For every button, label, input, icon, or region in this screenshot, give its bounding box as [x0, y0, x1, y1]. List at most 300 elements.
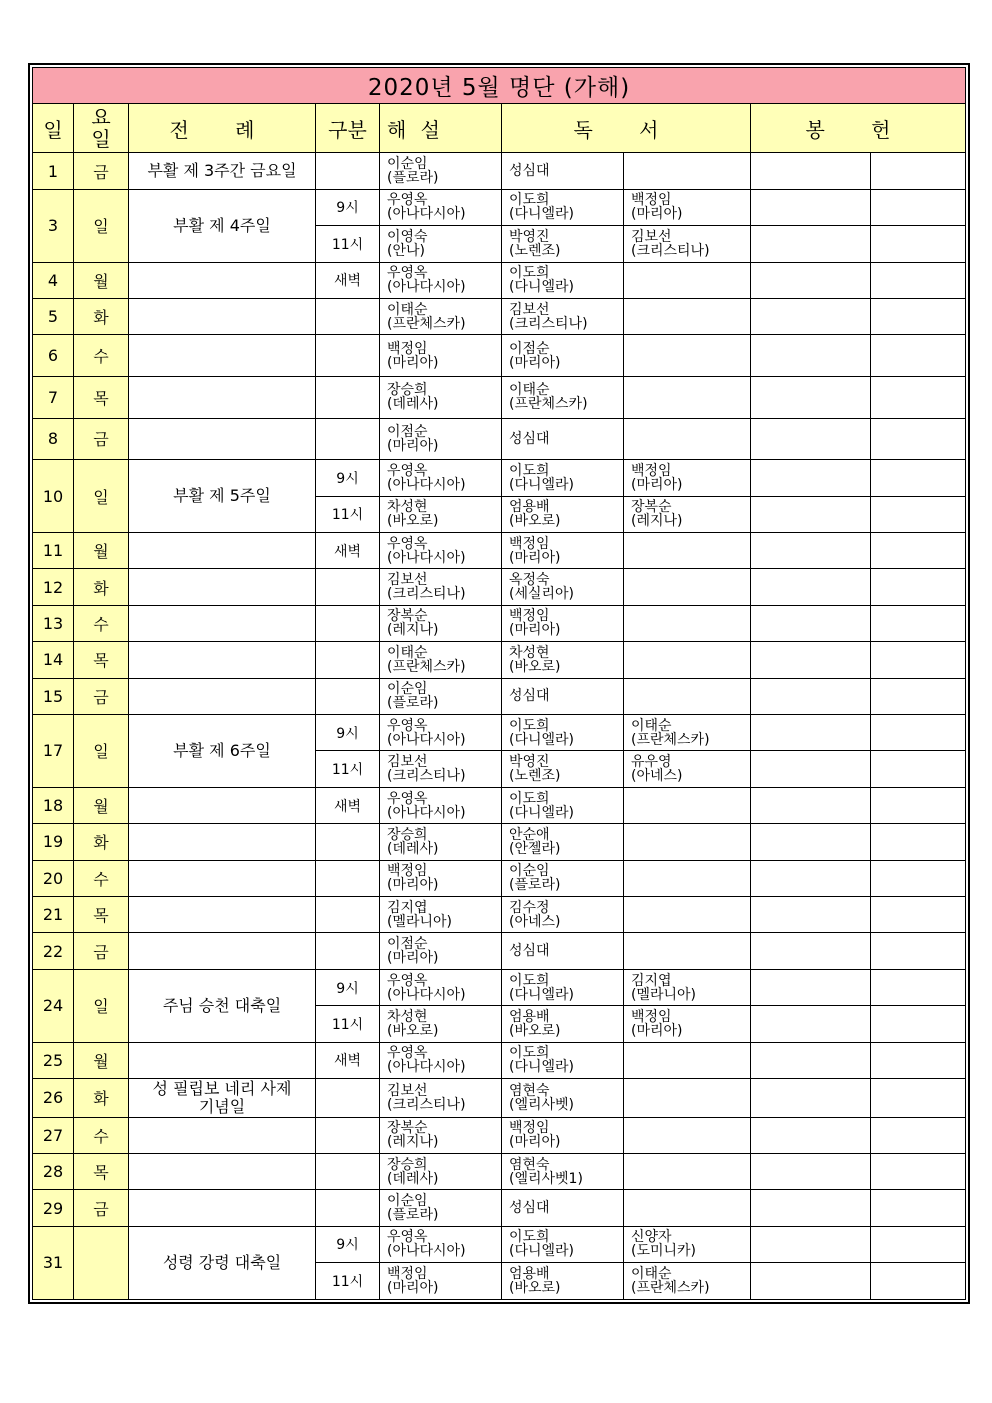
commentary-cell-line: 장복순	[387, 608, 428, 625]
offering2-cell	[871, 824, 966, 860]
day-cell: 31	[33, 1226, 74, 1299]
offering2-cell	[871, 897, 966, 933]
header-commentary: 해 설	[380, 104, 502, 153]
day-cell: 14	[33, 642, 74, 678]
schedule-row	[33, 897, 966, 933]
offering1-cell	[751, 1263, 871, 1300]
reader1-cell-line: 옥정숙	[509, 572, 550, 589]
reader1-cell	[502, 860, 624, 896]
reader1-cell-line: (다니엘라)	[509, 1059, 575, 1076]
reader1-cell-line: 성심대	[509, 163, 550, 179]
header-day: 일	[33, 104, 74, 153]
liturgy-cell	[129, 1117, 316, 1153]
offering1-cell	[751, 376, 871, 418]
reader1-cell-line: 엄용배	[509, 1266, 550, 1283]
commentary-cell-line: (데레사)	[387, 396, 439, 413]
reader2-cell	[624, 376, 751, 418]
liturgy-cell: 성 필립보 네리 사제 기념일	[129, 1079, 316, 1118]
schedule-row	[33, 1190, 966, 1226]
session-cell: 11시	[316, 1006, 380, 1042]
commentary-cell-line: 장승희	[387, 826, 428, 843]
offering2-cell	[871, 787, 966, 823]
session-cell: 새벽	[316, 787, 380, 823]
session-cell	[316, 1117, 380, 1153]
weekday-cell: 화	[74, 1079, 129, 1118]
reader1-cell	[502, 678, 624, 714]
weekday-cell: 일	[74, 189, 129, 262]
schedule-row	[33, 376, 966, 418]
reader1-cell-line: 김보선	[509, 301, 550, 318]
schedule-row	[33, 678, 966, 714]
commentary-cell-line: 이순임	[387, 156, 428, 172]
reader1-cell-line: 이도희	[509, 462, 550, 479]
liturgy-cell	[129, 262, 316, 298]
offering1-cell	[751, 262, 871, 298]
commentary-cell-line: 차성현	[387, 499, 428, 516]
reader2-cell	[624, 860, 751, 896]
liturgy-cell	[129, 298, 316, 334]
commentary-cell-line: (레지나)	[387, 622, 439, 639]
session-cell: 11시	[316, 1263, 380, 1300]
commentary-cell-line: 김보선	[387, 1082, 428, 1099]
liturgy-cell	[129, 1190, 316, 1226]
reader1-cell-line: (바오로)	[509, 513, 561, 530]
commentary-cell-line: (크리스티나)	[387, 586, 466, 603]
offering2-cell	[871, 605, 966, 641]
commentary-cell	[380, 1153, 502, 1189]
reader1-cell	[502, 897, 624, 933]
reader2-cell-line: 유우영	[631, 754, 672, 771]
day-cell: 19	[33, 824, 74, 860]
schedule-row	[33, 787, 966, 823]
offering2-cell	[871, 226, 966, 262]
offering1-cell	[751, 226, 871, 262]
liturgy-cell	[129, 569, 316, 605]
schedule-frame	[28, 63, 970, 1304]
reader1-cell	[502, 153, 624, 189]
day-cell: 22	[33, 933, 74, 969]
reader1-cell	[502, 189, 624, 225]
commentary-cell-line: (마리아)	[387, 950, 439, 967]
commentary-cell-line: 우영옥	[387, 972, 428, 989]
reader1-cell-line: (다니엘라)	[509, 986, 575, 1003]
weekday-cell: 금	[74, 418, 129, 460]
weekday-cell: 목	[74, 1153, 129, 1189]
session-cell	[316, 569, 380, 605]
reader2-cell	[624, 787, 751, 823]
reader2-cell-line: 신양자	[631, 1229, 672, 1246]
schedule-row	[33, 860, 966, 896]
session-cell	[316, 933, 380, 969]
reader1-cell	[502, 1042, 624, 1078]
commentary-cell-line: 이태순	[387, 644, 428, 661]
schedule-row	[33, 933, 966, 969]
reader1-cell	[502, 751, 624, 787]
reader2-cell	[624, 1226, 751, 1262]
header-row	[33, 104, 966, 153]
day-cell: 20	[33, 860, 74, 896]
commentary-cell-line: (마리아)	[387, 877, 439, 894]
weekday-cell: 월	[74, 787, 129, 823]
reader1-cell	[502, 418, 624, 460]
commentary-cell-line: (크리스티나)	[387, 1096, 466, 1113]
offering1-cell	[751, 1079, 871, 1118]
weekday-cell: 일	[74, 969, 129, 1042]
commentary-cell-line: (데레사)	[387, 1170, 439, 1187]
session-cell: 새벽	[316, 1042, 380, 1078]
commentary-cell-line: (바오로)	[387, 513, 439, 530]
commentary-cell-line: 장승희	[387, 382, 428, 399]
offering2-cell	[871, 642, 966, 678]
offering2-cell	[871, 1006, 966, 1042]
reader1-cell-line: (마리아)	[509, 549, 561, 566]
reader2-cell-line: (아네스)	[631, 768, 683, 785]
offering2-cell	[871, 496, 966, 532]
commentary-cell	[380, 1226, 502, 1262]
liturgy-cell	[129, 532, 316, 568]
session-cell: 9시	[316, 189, 380, 225]
liturgy-cell	[129, 824, 316, 860]
session-cell	[316, 376, 380, 418]
offering2-cell	[871, 1190, 966, 1226]
commentary-cell	[380, 678, 502, 714]
commentary-cell-line: (아나다시아)	[387, 549, 466, 566]
offering1-cell	[751, 1226, 871, 1262]
reader1-cell-line: (마리아)	[509, 1134, 561, 1151]
commentary-cell-line: 백정임	[387, 1266, 428, 1283]
commentary-cell-line: (플로라)	[387, 695, 439, 712]
commentary-cell-line: 우영옥	[387, 192, 428, 209]
reader1-cell-line: 백정임	[509, 1120, 550, 1137]
schedule-row	[33, 1042, 966, 1078]
weekday-cell: 화	[74, 569, 129, 605]
commentary-cell-line: (프란체스카)	[387, 658, 466, 675]
reader2-cell	[624, 933, 751, 969]
session-cell: 9시	[316, 460, 380, 496]
day-cell: 25	[33, 1042, 74, 1078]
offering1-cell	[751, 153, 871, 189]
liturgy-cell: 부활 제 4주일	[129, 189, 316, 262]
reader1-cell-line: (다니엘라)	[509, 731, 575, 748]
offering2-cell	[871, 298, 966, 334]
reader2-cell	[624, 969, 751, 1005]
offering2-cell	[871, 969, 966, 1005]
commentary-cell	[380, 1079, 502, 1118]
reader2-cell-line: (멜라니아)	[631, 986, 697, 1003]
offering1-cell	[751, 824, 871, 860]
schedule-row	[33, 153, 966, 189]
commentary-cell	[380, 642, 502, 678]
commentary-cell-line: (데레사)	[387, 840, 439, 857]
reader2-cell-line: (프란체스카)	[631, 1280, 710, 1297]
commentary-cell	[380, 335, 502, 377]
session-cell: 9시	[316, 969, 380, 1005]
commentary-cell-line: (플로라)	[387, 1207, 439, 1224]
reader1-cell-line: 이도희	[509, 265, 550, 282]
offering1-cell	[751, 678, 871, 714]
commentary-cell-line: 이영숙	[387, 228, 428, 245]
offering2-cell	[871, 189, 966, 225]
reader1-cell-line: 이태순	[509, 382, 550, 399]
reader2-cell	[624, 335, 751, 377]
reader1-cell-line: 이도희	[509, 1229, 550, 1246]
commentary-cell	[380, 1190, 502, 1226]
day-cell: 18	[33, 787, 74, 823]
reader2-cell-line: (도미니카)	[631, 1243, 697, 1260]
session-cell	[316, 1079, 380, 1118]
reader1-cell	[502, 715, 624, 751]
day-cell: 6	[33, 335, 74, 377]
commentary-cell-line: (마리아)	[387, 354, 439, 371]
offering1-cell	[751, 298, 871, 334]
commentary-cell	[380, 897, 502, 933]
reader1-cell	[502, 824, 624, 860]
reader2-cell	[624, 751, 751, 787]
commentary-cell-line: 우영옥	[387, 462, 428, 479]
weekday-cell: 화	[74, 824, 129, 860]
reader2-cell-line: (마리아)	[631, 476, 683, 493]
offering2-cell	[871, 335, 966, 377]
reader2-cell-line: (마리아)	[631, 1022, 683, 1039]
day-cell: 7	[33, 376, 74, 418]
commentary-cell	[380, 751, 502, 787]
schedule-row	[33, 569, 966, 605]
offering1-cell	[751, 532, 871, 568]
reader1-cell-line: (플로라)	[509, 877, 561, 894]
schedule-row	[33, 1226, 966, 1262]
commentary-cell-line: (마리아)	[387, 437, 439, 454]
weekday-cell: 목	[74, 376, 129, 418]
schedule-row	[33, 298, 966, 334]
page-title: 2020년 5월 명단 (가해)	[33, 68, 966, 104]
reader2-cell	[624, 460, 751, 496]
commentary-cell-line: 이순임	[387, 681, 428, 698]
reader1-cell-line: 성심대	[509, 943, 550, 960]
reader2-cell-line: 김보선	[631, 228, 672, 245]
weekday-cell: 금	[74, 1190, 129, 1226]
reader2-cell-line: 장복순	[631, 499, 672, 516]
liturgy-cell	[129, 1153, 316, 1189]
liturgy-cell	[129, 933, 316, 969]
weekday-cell: 목	[74, 642, 129, 678]
schedule-row	[33, 335, 966, 377]
session-cell: 11시	[316, 496, 380, 532]
offering1-cell	[751, 787, 871, 823]
offering1-cell	[751, 460, 871, 496]
offering1-cell	[751, 1006, 871, 1042]
day-cell: 24	[33, 969, 74, 1042]
commentary-cell-line: (안나)	[387, 242, 425, 259]
reader2-cell	[624, 262, 751, 298]
reader1-cell-line: 엄용배	[509, 1008, 550, 1025]
commentary-cell-line: (아나다시아)	[387, 986, 466, 1003]
offering2-cell	[871, 1042, 966, 1078]
offering1-cell	[751, 569, 871, 605]
session-cell	[316, 1153, 380, 1189]
reader1-cell-line: 성심대	[509, 430, 550, 447]
reader1-cell	[502, 496, 624, 532]
offering1-cell	[751, 605, 871, 641]
reader1-cell-line: (다니엘라)	[509, 804, 575, 821]
schedule-row	[33, 460, 966, 496]
day-cell: 12	[33, 569, 74, 605]
offering2-cell	[871, 569, 966, 605]
session-cell: 새벽	[316, 532, 380, 568]
liturgy-cell	[129, 642, 316, 678]
liturgy-cell	[129, 605, 316, 641]
liturgy-cell	[129, 678, 316, 714]
commentary-cell-line: (레지나)	[387, 1134, 439, 1151]
schedule-row	[33, 1153, 966, 1189]
commentary-cell-line: 이순임	[387, 1193, 428, 1210]
reader2-cell-line: 이태순	[631, 717, 672, 734]
weekday-cell: 수	[74, 860, 129, 896]
commentary-cell-line: (플로라)	[387, 170, 439, 186]
commentary-cell-line: 우영옥	[387, 265, 428, 282]
weekday-cell: 금	[74, 678, 129, 714]
day-cell: 21	[33, 897, 74, 933]
reader1-cell	[502, 460, 624, 496]
schedule-row	[33, 1117, 966, 1153]
reader2-cell	[624, 1042, 751, 1078]
weekday-cell	[74, 1226, 129, 1299]
commentary-cell	[380, 1006, 502, 1042]
reader1-cell	[502, 933, 624, 969]
reader1-cell	[502, 532, 624, 568]
session-cell: 9시	[316, 715, 380, 751]
day-cell: 13	[33, 605, 74, 641]
reader1-cell	[502, 605, 624, 641]
schedule-row	[33, 532, 966, 568]
commentary-cell-line: 우영옥	[387, 535, 428, 552]
commentary-cell-line: 우영옥	[387, 790, 428, 807]
commentary-cell-line: 이점순	[387, 936, 428, 953]
reader1-cell-line: (엘리사벳1)	[509, 1170, 583, 1187]
commentary-cell-line: 김보선	[387, 754, 428, 771]
offering1-cell	[751, 189, 871, 225]
offering1-cell	[751, 860, 871, 896]
reader1-cell-line: (아네스)	[509, 913, 561, 930]
commentary-cell-line: (아나다시아)	[387, 1243, 466, 1260]
commentary-cell	[380, 153, 502, 189]
commentary-cell-line: 이태순	[387, 301, 428, 318]
commentary-cell	[380, 189, 502, 225]
session-cell	[316, 1190, 380, 1226]
commentary-cell	[380, 824, 502, 860]
reader2-cell-line: (마리아)	[631, 206, 683, 223]
reader1-cell-line: 이도희	[509, 192, 550, 209]
session-cell	[316, 418, 380, 460]
reader1-cell	[502, 969, 624, 1005]
offering2-cell	[871, 751, 966, 787]
day-cell: 11	[33, 532, 74, 568]
reader1-cell	[502, 335, 624, 377]
weekday-cell: 월	[74, 532, 129, 568]
reader1-cell	[502, 642, 624, 678]
reader2-cell	[624, 824, 751, 860]
day-cell: 3	[33, 189, 74, 262]
header-reading: 독 서	[502, 104, 751, 153]
header-liturgy: 전 례	[129, 104, 316, 153]
reader1-cell	[502, 1190, 624, 1226]
session-cell	[316, 678, 380, 714]
weekday-cell: 금	[74, 153, 129, 189]
reader2-cell	[624, 605, 751, 641]
day-cell: 15	[33, 678, 74, 714]
offering2-cell	[871, 678, 966, 714]
reader1-cell	[502, 1079, 624, 1118]
reader2-cell	[624, 897, 751, 933]
reader1-cell-line: 이순임	[509, 863, 550, 880]
offering1-cell	[751, 715, 871, 751]
reader1-cell-line: 염현숙	[509, 1082, 550, 1099]
offering1-cell	[751, 751, 871, 787]
commentary-cell-line: (아나다시아)	[387, 206, 466, 223]
reader2-cell	[624, 418, 751, 460]
reader1-cell-line: (노렌조)	[509, 768, 561, 785]
reader1-cell-line: (다니엘라)	[509, 1243, 575, 1260]
reader1-cell-line: (바오로)	[509, 1022, 561, 1039]
reader1-cell-line: 염현숙	[509, 1156, 550, 1173]
session-cell	[316, 860, 380, 896]
weekday-cell: 화	[74, 298, 129, 334]
reader1-cell-line: 이도희	[509, 790, 550, 807]
offering2-cell	[871, 418, 966, 460]
schedule-row	[33, 1079, 966, 1118]
reader2-cell-line: 김지엽	[631, 972, 672, 989]
reader1-cell-line: 엄용배	[509, 499, 550, 516]
liturgy-cell	[129, 376, 316, 418]
reader1-cell	[502, 262, 624, 298]
reader2-cell	[624, 678, 751, 714]
commentary-cell-line: 백정임	[387, 340, 428, 357]
session-cell: 11시	[316, 226, 380, 262]
commentary-cell	[380, 569, 502, 605]
session-cell: 11시	[316, 751, 380, 787]
schedule-row	[33, 642, 966, 678]
weekday-cell: 일	[74, 460, 129, 533]
liturgy-cell	[129, 418, 316, 460]
commentary-cell-line: 차성현	[387, 1008, 428, 1025]
liturgy-cell	[129, 897, 316, 933]
reader2-cell	[624, 1117, 751, 1153]
commentary-cell-line: 장복순	[387, 1120, 428, 1137]
offering1-cell	[751, 897, 871, 933]
reader2-cell	[624, 532, 751, 568]
reader1-cell-line: 김수정	[509, 899, 550, 916]
reader2-cell	[624, 715, 751, 751]
reader1-cell	[502, 376, 624, 418]
commentary-cell-line: (아나다시아)	[387, 279, 466, 296]
liturgy-cell: 부활 제 3주간 금요일	[129, 153, 316, 189]
offering1-cell	[751, 969, 871, 1005]
reader2-cell	[624, 496, 751, 532]
session-cell	[316, 298, 380, 334]
reader1-cell	[502, 226, 624, 262]
offering1-cell	[751, 1117, 871, 1153]
day-cell: 4	[33, 262, 74, 298]
reader1-cell	[502, 1006, 624, 1042]
offering1-cell	[751, 1042, 871, 1078]
offering1-cell	[751, 642, 871, 678]
reader1-cell-line: (마리아)	[509, 354, 561, 371]
weekday-cell: 금	[74, 933, 129, 969]
commentary-cell	[380, 715, 502, 751]
reader1-cell-line: 성심대	[509, 1200, 550, 1217]
reader1-cell-line: 이도희	[509, 1045, 550, 1062]
schedule-table	[32, 67, 966, 1300]
schedule-row	[33, 189, 966, 225]
